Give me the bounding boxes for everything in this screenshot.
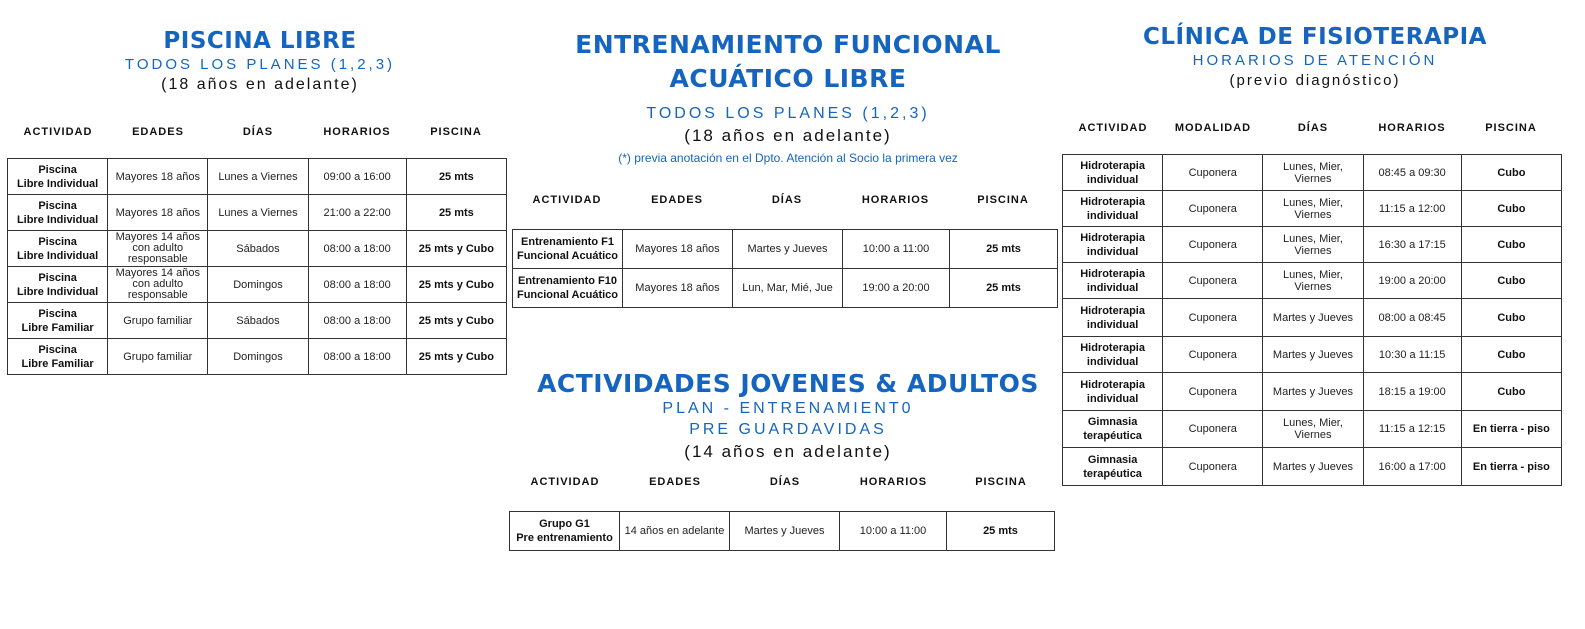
table-row [1063,155,1562,191]
dias-cell: Martes y Jueves [1263,337,1363,373]
edades-cell: Mayores 18 años [623,230,733,269]
activity-line2: individual [1086,355,1139,368]
horarios-cell: 08:45 a 09:30 [1363,155,1461,191]
horarios-cell: 08:00 a 08:45 [1363,299,1461,337]
funcional-table [512,229,1058,308]
header-dias: DÍAS [242,126,274,138]
table-row [8,267,507,303]
piscina-subtitle: TODOS LOS PLANES (1,2,3) [124,56,396,73]
edades-cell: Mayores 18 años [108,195,208,231]
dias-cell: Martes y Jueves [1263,299,1363,337]
activity-line2: individual [1086,209,1139,222]
table-row [8,195,507,231]
dias-cell: Domingos [208,267,308,303]
activity-line1: Gimnasia [1087,416,1138,428]
activity-line1: Hidroterapia [1080,231,1145,244]
horarios-cell: 10:00 a 11:00 [843,230,950,269]
clinica-headers [1063,122,1563,134]
jovenes-headers [510,476,1055,488]
header-actividad: ACTIVIDAD [1078,122,1148,134]
activity-cell [1063,448,1163,486]
piscina-cell: 25 mts y Cubo [406,303,506,339]
activity-cell [1063,227,1163,263]
table-row [513,230,1058,269]
dias-cell: Martes y Jueves [733,230,843,269]
table-row [1063,448,1562,486]
header-piscina: PISCINA [977,194,1029,206]
horarios-cell: 16:30 a 17:15 [1363,227,1461,263]
activity-line2: Libre Individual [16,249,99,262]
funcional-headers [512,194,1057,206]
activity-line2: Libre Individual [16,177,99,190]
piscina-cell: Cubo [1461,337,1561,373]
activity-line2: Libre Individual [16,213,99,226]
table-row [8,303,507,339]
piscina-cell: 25 mts y Cubo [406,267,506,303]
modalidad-cell: Cuponera [1163,448,1263,486]
header-actividad: ACTIVIDAD [532,194,602,206]
activity-line1: Hidroterapia [1080,159,1145,172]
edades-cell: Mayores 18 años [108,159,208,195]
dias-cell: Martes y Jueves [1263,448,1363,486]
activity-cell [8,339,108,375]
activity-line2: individual [1086,318,1139,331]
modalidad-cell: Cuponera [1163,373,1263,411]
activity-line2: Funcional Acuático [516,289,619,301]
activity-line2: Pre entrenamiento [516,532,613,544]
activity-cell [1063,155,1163,191]
piscina-cell: Cubo [1461,373,1561,411]
table-row [1063,411,1562,448]
funcional-title-line2: ACUÁTICO LIBRE [669,64,907,93]
clinica-table [1062,154,1562,486]
piscina-cell: En tierra - piso [1461,448,1561,486]
activity-line2: individual [1086,173,1139,186]
piscina-cell: Cubo [1461,155,1561,191]
activity-cell [513,269,623,308]
piscina-table [7,158,507,375]
activity-line2: terapéutica [1083,467,1142,480]
table-row [1063,227,1562,263]
table-row [513,269,1058,308]
activity-line1: Piscina [38,271,77,284]
jovenes-table [509,511,1055,551]
dias-cell: Domingos [208,339,308,375]
activity-cell [1063,337,1163,373]
activity-line2: Libre Individual [16,285,99,298]
horarios-cell: 11:15 a 12:15 [1363,411,1461,448]
horarios-cell: 19:00 a 20:00 [843,269,950,308]
edades-cell: Mayores 14 años con adulto responsable [108,231,208,267]
piscina-cell: En tierra - piso [1461,411,1561,448]
activity-line1: Hidroterapia [1080,341,1145,354]
activity-line1: Hidroterapia [1080,304,1145,317]
header-piscina: PISCINA [1485,122,1537,134]
activity-line1: Hidroterapia [1080,195,1145,208]
horarios-cell: 08:00 a 18:00 [308,339,406,375]
activity-cell [1063,411,1163,448]
activity-line1: Piscina [38,199,77,212]
piscina-cell: Cubo [1461,227,1561,263]
header-edades: EDADES [132,126,184,138]
dias-cell: Lun, Mar, Mié, Jue [733,269,843,308]
activity-line1: Entrenamiento F1 [521,236,614,248]
activity-cell [8,231,108,267]
header-actividad: ACTIVIDAD [23,126,93,138]
header-dias: DÍAS [1297,122,1329,134]
piscina-cell: Cubo [1461,263,1561,299]
activity-line1: Piscina [38,307,77,320]
modalidad-cell: Cuponera [1163,411,1263,448]
horarios-cell: 08:00 a 18:00 [308,303,406,339]
table-row [8,159,507,195]
dias-cell: Lunes, Mier, Viernes [1263,227,1363,263]
dias-cell: Martes y Jueves [730,512,840,551]
activity-cell [8,267,108,303]
clinica-subtitle: HORARIOS DE ATENCIÓN [1192,52,1438,69]
header-modalidad: MODALIDAD [1174,122,1252,134]
activity-cell [1063,373,1163,411]
edades-cell: Mayores 14 años con adulto responsable [108,267,208,303]
activity-line1: Hidroterapia [1080,378,1145,391]
piscina-cell: 25 mts [950,269,1058,308]
activity-cell [8,159,108,195]
modalidad-cell: Cuponera [1163,155,1263,191]
edades-cell: Grupo familiar [108,339,208,375]
activity-cell [1063,191,1163,227]
table-row [1063,337,1562,373]
activity-cell [8,195,108,231]
header-dias: DÍAS [769,476,801,488]
piscina-cell: 25 mts [947,512,1055,551]
modalidad-cell: Cuponera [1163,263,1263,299]
dias-cell: Martes y Jueves [1263,373,1363,411]
funcional-note: (*) previa anotación en el Dpto. Atención al Socio la primera vez [618,151,958,165]
horarios-cell: 10:30 a 11:15 [1363,337,1461,373]
edades-cell: 14 años en adelante [620,512,730,551]
activity-cell [8,303,108,339]
modalidad-cell: Cuponera [1163,299,1263,337]
modalidad-cell: Cuponera [1163,227,1263,263]
horarios-cell: 21:00 a 22:00 [308,195,406,231]
activity-line1: Entrenamiento F10 [517,275,618,287]
activity-line1: Gimnasia [1087,453,1138,466]
horarios-cell: 18:15 a 19:00 [1363,373,1461,411]
header-edades: EDADES [651,194,703,206]
piscina-cell: 25 mts [950,230,1058,269]
activity-line2: Libre Familiar [21,321,94,334]
horarios-cell: 09:00 a 16:00 [308,159,406,195]
table-row [8,339,507,375]
header-dias: DÍAS [771,194,803,206]
modalidad-cell: Cuponera [1163,191,1263,227]
horarios-cell: 11:15 a 12:00 [1363,191,1461,227]
table-row [1063,191,1562,227]
piscina-cell: 25 mts [406,195,506,231]
edades-cell: Grupo familiar [108,303,208,339]
clinica-title: CLÍNICA DE FISIOTERAPIA [1143,24,1487,50]
dias-cell: Lunes, Mier, Viernes [1263,191,1363,227]
dias-cell: Lunes, Mier, Viernes [1263,263,1363,299]
table-row [510,512,1055,551]
dias-cell: Lunes a Viernes [208,195,308,231]
piscina-cell: Cubo [1461,299,1561,337]
piscina-cell: 25 mts [406,159,506,195]
header-horarios: HORARIOS [323,126,391,138]
funcional-age: (18 años en adelante) [684,126,892,145]
horarios-cell: 10:00 a 11:00 [840,512,947,551]
modalidad-cell: Cuponera [1163,337,1263,373]
table-row [1063,299,1562,337]
piscina-headers [8,126,508,138]
activity-line1: Piscina [38,235,77,248]
table-row [1063,263,1562,299]
activity-cell [513,230,623,269]
activity-line1: Hidroterapia [1080,267,1145,280]
dias-cell: Sábados [208,303,308,339]
header-actividad: ACTIVIDAD [530,476,600,488]
activity-cell [1063,299,1163,337]
funcional-title-line1: ENTRENAMIENTO FUNCIONAL [575,30,1001,59]
activity-line2: individual [1086,392,1139,405]
activity-line1: Piscina [38,343,77,356]
dias-cell: Lunes, Mier, Viernes [1263,155,1363,191]
activity-line1: Piscina [38,163,77,176]
jovenes-age: (14 años en adelante) [684,442,892,461]
dias-cell: Lunes a Viernes [208,159,308,195]
activity-cell [1063,263,1163,299]
activity-cell [510,512,620,551]
edades-cell: Mayores 18 años [623,269,733,308]
piscina-cell: 25 mts y Cubo [406,231,506,267]
activity-line2: Libre Familiar [21,357,94,370]
jovenes-subtitle-line2: PRE GUARDAVIDAS [689,421,887,438]
header-piscina: PISCINA [975,476,1027,488]
piscina-title: PISCINA LIBRE [163,28,357,54]
header-horarios: HORARIOS [859,476,928,488]
header-edades: EDADES [649,476,701,488]
activity-line2: Funcional Acuático [516,250,619,262]
dias-cell: Lunes, Mier, Viernes [1263,411,1363,448]
table-row [1063,373,1562,411]
funcional-subtitle: TODOS LOS PLANES (1,2,3) [646,105,930,122]
header-horarios: HORARIOS [861,194,930,206]
header-horarios: HORARIOS [1378,122,1446,134]
activity-line2: individual [1086,245,1139,258]
jovenes-title: ACTIVIDADES JOVENES & ADULTOS [537,369,1039,398]
horarios-cell: 08:00 a 18:00 [308,231,406,267]
horarios-cell: 08:00 a 18:00 [308,267,406,303]
piscina-cell: 25 mts y Cubo [406,339,506,375]
jovenes-subtitle-line1: PLAN - ENTRENAMIENT0 [662,400,914,417]
activity-line2: individual [1086,281,1139,294]
piscina-age: (18 años en adelante) [161,76,359,93]
clinica-note: (previo diagnóstico) [1229,72,1401,89]
header-piscina: PISCINA [430,126,482,138]
activity-line2: terapéutica [1083,430,1142,442]
table-row [8,231,507,267]
activity-line1: Grupo G1 [539,518,590,530]
horarios-cell: 19:00 a 20:00 [1363,263,1461,299]
horarios-cell: 16:00 a 17:00 [1363,448,1461,486]
piscina-cell: Cubo [1461,191,1561,227]
dias-cell: Sábados [208,231,308,267]
